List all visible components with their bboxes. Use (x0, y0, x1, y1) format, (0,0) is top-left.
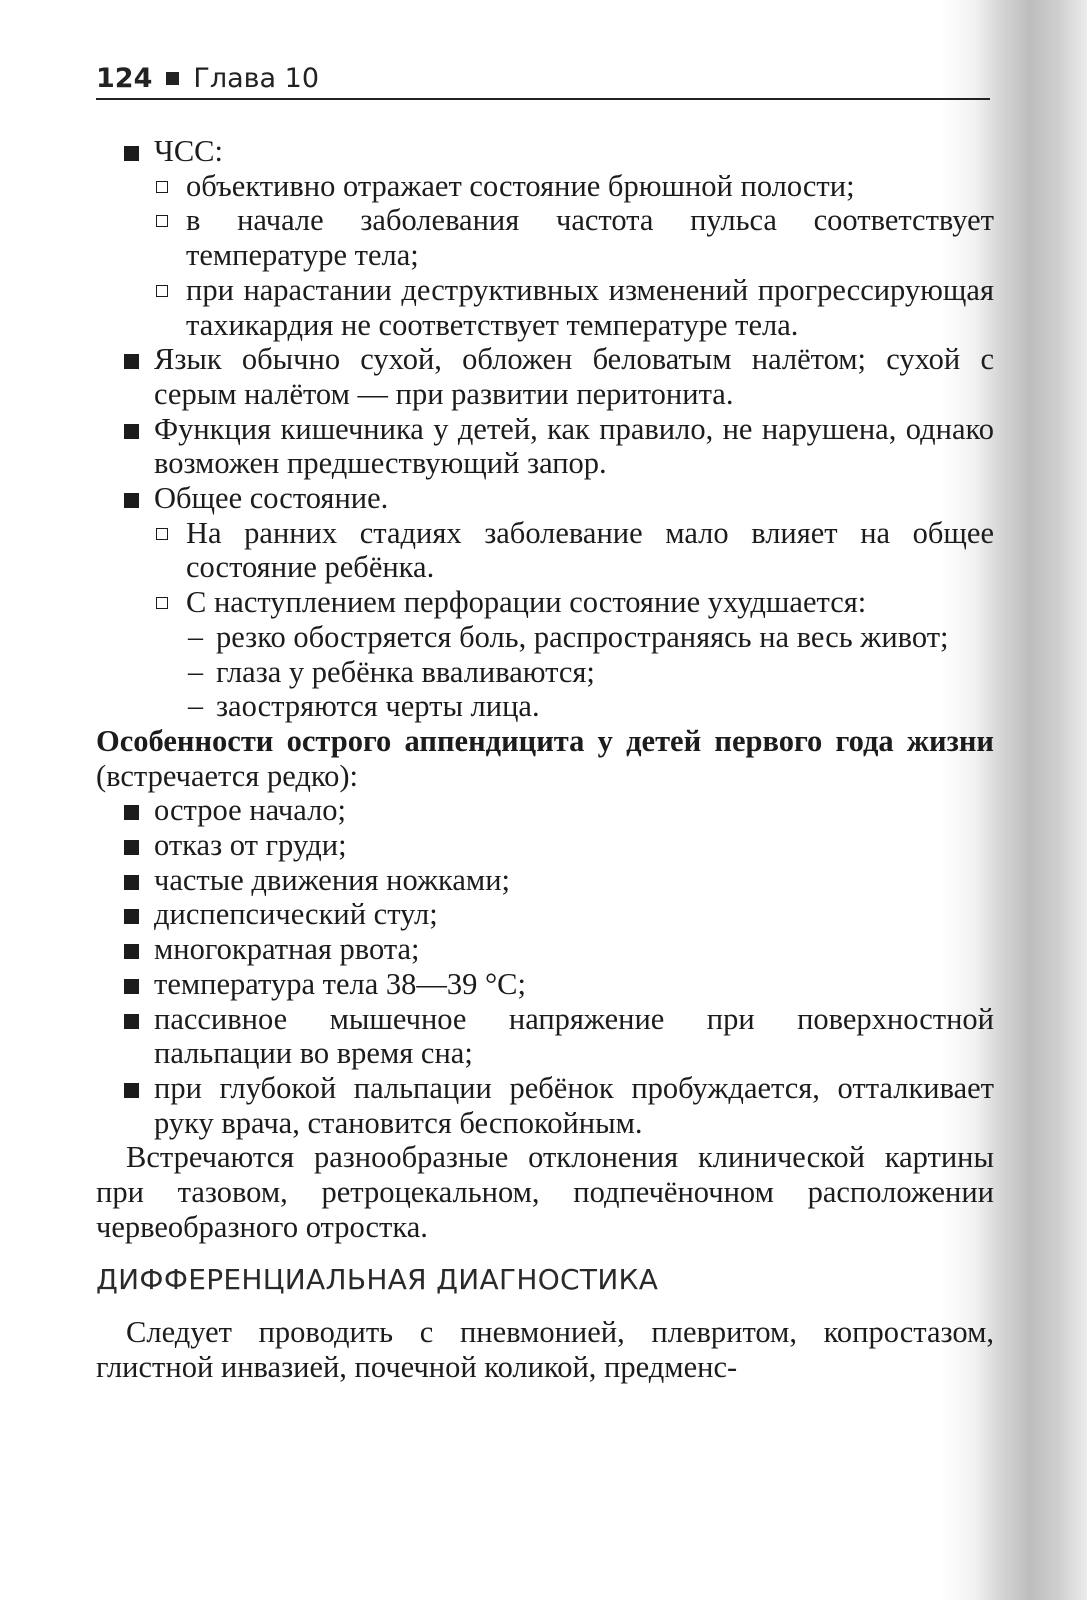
checkbox-bullet-icon (156, 285, 168, 297)
dash-bullet-icon: – (188, 689, 203, 723)
list-item: острое начало; (96, 793, 994, 828)
list-item: Общее состояние. (96, 481, 994, 516)
square-bullet-icon (124, 840, 139, 855)
dash-bullet-icon: – (188, 654, 203, 688)
sub-list-item: С наступлением перфорации состояние ухудшается: (96, 585, 994, 620)
checkbox-bullet-icon (156, 528, 168, 540)
section-title: ДИФФЕРЕНЦИАЛЬНАЯ ДИАГНОСТИКА (96, 1262, 659, 1296)
dash-list-item: – заостряются черты лица. (188, 689, 540, 724)
running-header (96, 58, 990, 100)
list-item: частые движения ножками; (96, 863, 994, 898)
square-bullet-icon (124, 354, 139, 369)
checkbox-bullet-icon (156, 597, 168, 609)
checkbox-bullet-icon (156, 181, 168, 193)
square-bullet-icon (124, 979, 139, 994)
list-item: при глубокой пальпации ребёнок пробуждается, отталкивает руку врача, становится беспокойным. (96, 1071, 994, 1140)
square-bullet-icon (124, 875, 139, 890)
square-bullet-icon (124, 909, 139, 924)
checkbox-bullet-icon (156, 215, 168, 227)
sub-list-item: при нарастании деструктивных изменений прогрессирующая тахикардия не соответствует температуре тела. (96, 273, 994, 342)
square-bullet-icon (124, 424, 139, 439)
square-bullet-icon (124, 805, 139, 820)
list-item: отказ от груди; (96, 828, 994, 863)
square-bullet-icon (124, 1083, 139, 1098)
square-bullet-icon (124, 1014, 139, 1029)
square-bullet-icon (124, 146, 139, 161)
square-bullet-icon (166, 72, 179, 85)
list-item: Функция кишечника у детей, как правило, не нарушена, однако возможен предшествующий запор. (96, 412, 994, 481)
list-item: температура тела 38—39 °С; (96, 967, 994, 1002)
list-item: Язык обычно сухой, обложен беловатым налётом; сухой с серым налётом — при развитии перитонита. (96, 342, 994, 411)
list-item: диспепсический стул; (96, 897, 994, 932)
infant-heading: Особенности острого аппендицита у детей первого года жизни (встречается редко): (96, 723, 994, 793)
square-bullet-icon (124, 944, 139, 959)
sub-list-item: в начале заболевания частота пульса соответствует температуре тела; (96, 203, 994, 272)
chapter-title: Глава 10 (193, 62, 320, 94)
list-item: пассивное мышечное напряжение при поверхностной пальпации во время сна; (96, 1002, 994, 1071)
list-item: ЧСС: (96, 134, 994, 169)
list-item: многократная рвота; (96, 932, 994, 967)
sub-list-item: На ранних стадиях заболевание мало влияет на общее состояние ребёнка. (96, 516, 994, 585)
page-body (96, 134, 994, 1385)
paragraph: Встречаются разнообразные отклонения клинической картины при тазовом, ретроцекальном, подпечёночном расположении червеобразного отростка. (96, 1140, 994, 1244)
square-bullet-icon (124, 493, 139, 508)
dash-list-item: – резко обостряется боль, распространяясь на весь живот; (188, 619, 949, 654)
page-number: 124 (96, 62, 153, 94)
dash-list-item: – глаза у ребёнка вваливаются; (188, 654, 595, 689)
sub-list-item: объективно отражает состояние брюшной полости; (96, 169, 994, 204)
dash-bullet-icon: – (188, 619, 203, 653)
paragraph: Следует проводить с пневмонией, плевритом, копростазом, глистной инвазией, почечной коликой, предменс- (96, 1315, 994, 1384)
